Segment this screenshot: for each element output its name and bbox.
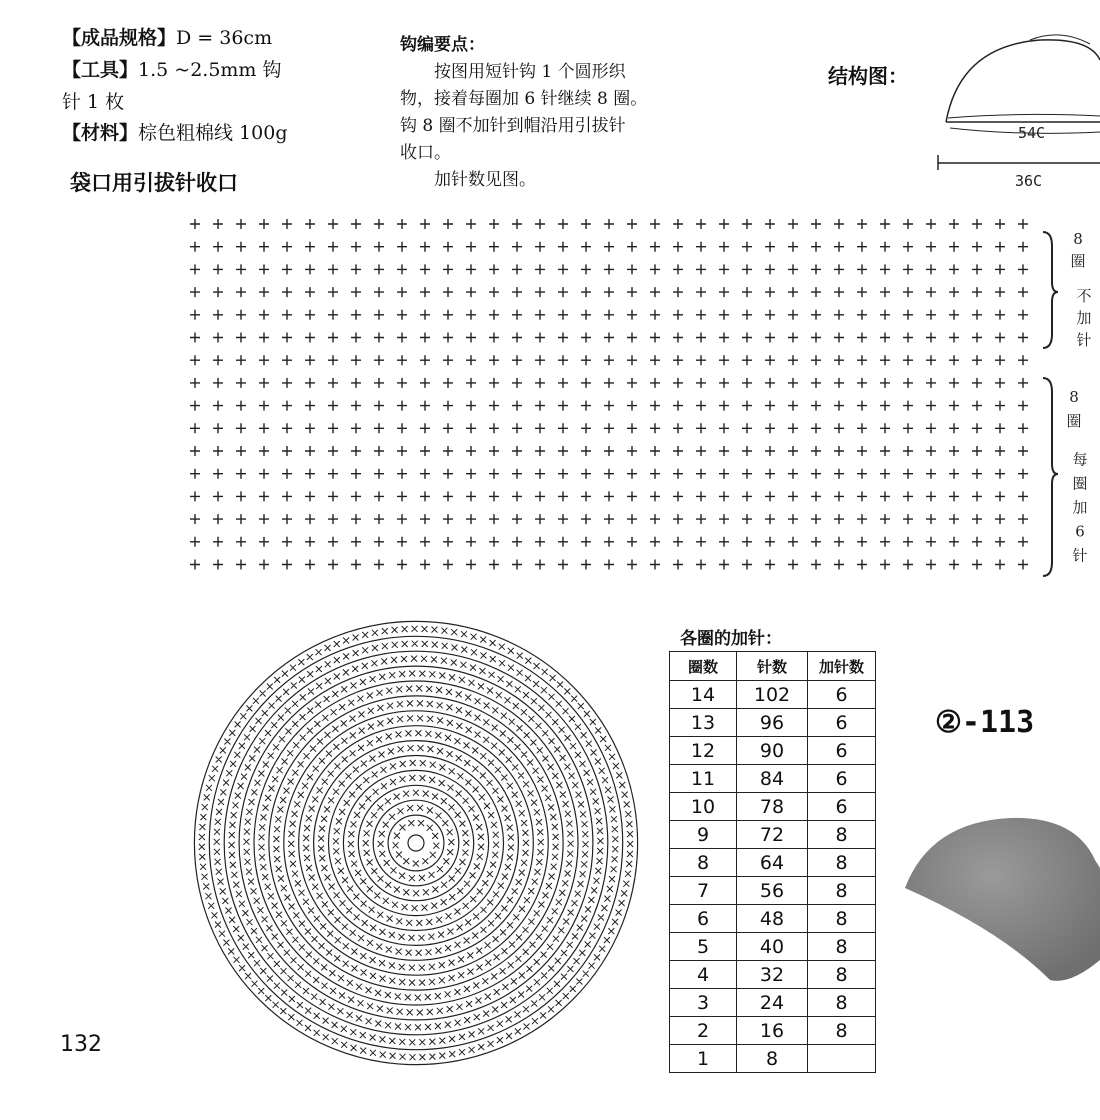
- cell-round: 14: [670, 681, 737, 709]
- cell-increase: 8: [808, 849, 876, 877]
- structure-dim-top: 54C: [1018, 124, 1046, 142]
- cell-stitches: 84: [737, 765, 808, 793]
- cell-round: 12: [670, 737, 737, 765]
- cell-round: 7: [670, 877, 737, 905]
- cell-stitches: 16: [737, 1017, 808, 1045]
- page-number: 132: [60, 1032, 102, 1057]
- cell-stitches: 102: [737, 681, 808, 709]
- col-header-stitches: 针数: [737, 652, 808, 681]
- structure-dim-bottom: 36C: [1015, 172, 1043, 190]
- cell-increase: 8: [808, 821, 876, 849]
- upper-bracket-label: 8 圈不加针: [1070, 230, 1092, 350]
- cell-increase: 6: [808, 709, 876, 737]
- table-row: [670, 905, 876, 933]
- cell-increase: 8: [808, 989, 876, 1017]
- spec-material-label: 【材料】: [62, 122, 139, 144]
- spec-tool-value: 1.5 ~2.5mm 钩: [138, 59, 282, 81]
- cell-stitches: 32: [737, 961, 808, 989]
- cell-stitches: 40: [737, 933, 808, 961]
- notes-line-5: 加针数见图。: [434, 170, 536, 190]
- cell-increase: 8: [808, 933, 876, 961]
- table-row: [670, 821, 876, 849]
- cell-round: 3: [670, 989, 737, 1017]
- spec-material-value: 棕色粗棉线 100g: [138, 122, 288, 144]
- table-caption: 各圈的加针：: [680, 629, 782, 649]
- table-row: [670, 989, 876, 1017]
- spec-size-label: 【成品规格】: [62, 27, 177, 49]
- cell-stitches: 96: [737, 709, 808, 737]
- cell-increase: 6: [808, 737, 876, 765]
- notes-line-3: 钩 8 圈不加针到帽沿用引拔针: [400, 116, 626, 136]
- spec-tool-label: 【工具】: [62, 59, 139, 81]
- cell-round: 9: [670, 821, 737, 849]
- pattern-number-badge: ②-113: [935, 705, 1035, 740]
- table-row: [670, 765, 876, 793]
- notes-line-1: 按图用短针钩 1 个圆形织: [434, 62, 626, 82]
- hat-structure-diagram: [938, 35, 1100, 170]
- cell-round: 10: [670, 793, 737, 821]
- increase-table: [669, 651, 876, 1073]
- cell-round: 5: [670, 933, 737, 961]
- cell-stitches: 90: [737, 737, 808, 765]
- cell-increase: [808, 1045, 876, 1073]
- cell-round: 8: [670, 849, 737, 877]
- cell-increase: 8: [808, 877, 876, 905]
- cell-increase: 6: [808, 765, 876, 793]
- notes-heading: 钩编要点：: [400, 35, 485, 55]
- table-row: [670, 793, 876, 821]
- round-stitch-diagram: [194, 621, 637, 1064]
- hat-photo: [905, 818, 1100, 981]
- spec-tool-value-2: 针 1 枚: [62, 91, 125, 113]
- table-row: [670, 1045, 876, 1073]
- notes-line-2: 物，接着每圈加 6 针继续 8 圈。: [400, 89, 648, 109]
- cell-stitches: 64: [737, 849, 808, 877]
- cell-stitches: 24: [737, 989, 808, 1017]
- stitch-grid: [190, 219, 1028, 570]
- col-header-round: 圈数: [670, 652, 737, 681]
- cell-round: 2: [670, 1017, 737, 1045]
- cell-stitches: 56: [737, 877, 808, 905]
- cell-round: 13: [670, 709, 737, 737]
- table-row: [670, 877, 876, 905]
- table-row: [670, 849, 876, 877]
- table-row: [670, 737, 876, 765]
- cell-round: 1: [670, 1045, 737, 1073]
- notes-line-4: 收口。: [400, 143, 451, 163]
- structure-label: 结构图：: [828, 64, 908, 88]
- cell-increase: 6: [808, 681, 876, 709]
- cell-round: 11: [670, 765, 737, 793]
- lower-bracket-label: 8 圈每圈加 6 针: [1066, 388, 1088, 565]
- cell-round: 6: [670, 905, 737, 933]
- edge-note: 袋口用引拔针收口: [70, 171, 238, 195]
- grid-brackets: [1043, 232, 1058, 576]
- table-row: [670, 1017, 876, 1045]
- table-row: [670, 681, 876, 709]
- cell-stitches: 78: [737, 793, 808, 821]
- cell-stitches: 48: [737, 905, 808, 933]
- cell-stitches: 8: [737, 1045, 808, 1073]
- cell-increase: 8: [808, 905, 876, 933]
- cell-increase: 8: [808, 1017, 876, 1045]
- table-row: [670, 961, 876, 989]
- spec-size-value: D = 36cm: [176, 27, 273, 49]
- cell-increase: 6: [808, 793, 876, 821]
- cell-stitches: 72: [737, 821, 808, 849]
- cell-increase: 8: [808, 961, 876, 989]
- col-header-increase: 加针数: [808, 652, 876, 681]
- bracket-labels: [1066, 230, 1091, 564]
- table-row: [670, 933, 876, 961]
- table-header-row: [670, 652, 876, 681]
- cell-round: 4: [670, 961, 737, 989]
- table-row: [670, 709, 876, 737]
